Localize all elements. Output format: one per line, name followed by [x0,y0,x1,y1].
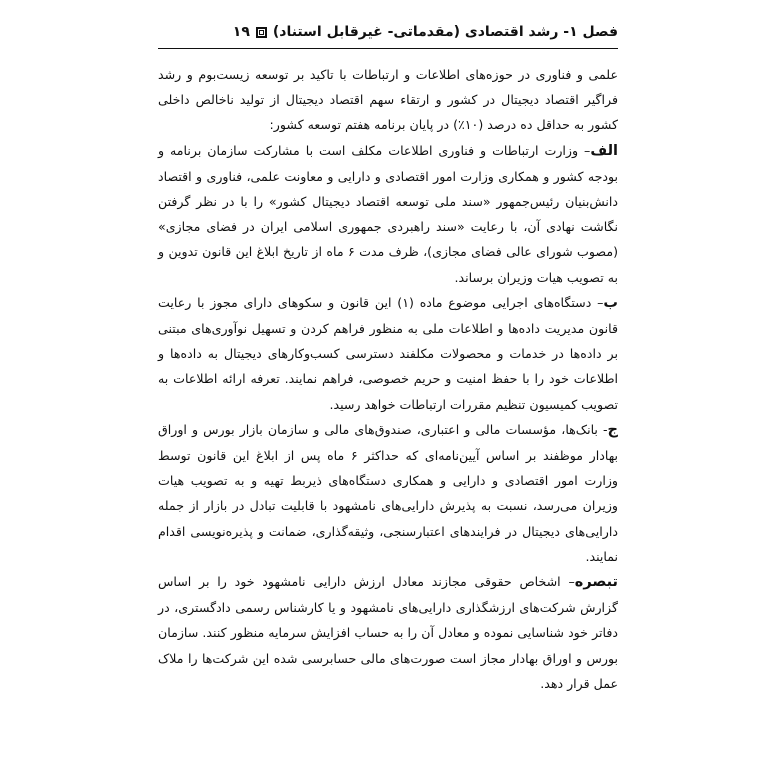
paragraph-text: – وزارت ارتباطات و فناوری اطلاعات مکلف است با مشارکت سازمان برنامه و بودجه کشور و همکاری وزارت امور اقتصادی و دارایی و معاونت علمی، فناوری و اقتصاد دانش‌بنیان رئیس‌جمهور «سند ملی توسعه اقتصاد دیجیتال کشور» را با در نظر گرفتن نگاشت نهادی آن، با رعایت «سند راهبردی جمهوری اسلامی ایران در فضای مجازی» (مصوب شورای عالی فضای مجازی)، ظرف مدت ۶ ماه از تاریخ ابلاغ این قانون تدوین و به تصویب هیات وزیران برساند. [158,142,618,285]
paragraph-text: – اشخاص حقوقی مجازند معادل ارزش دارایی نامشهود خود را بر اساس گزارش شرکت‌های ارزشگذاری دارایی‌های نامشهود و یا کارشناس رسمی دادگستری، در دفاتر خود شناسایی نموده و معادل آن را به حساب افزایش سرمایه منظور کنند. سازمان بورس و اوراق بهادار مجاز است صورت‌های مالی حسابرسی شده این شرکت‌ها را ملاک عمل قرار دهد. [158,574,618,691]
header-divider [158,48,618,49]
page-number: ۱۹ [232,24,250,40]
running-header [158,20,618,44]
body-text [158,62,618,696]
paragraph-text: – دستگاه‌های اجرایی موضوع ماده (۱) این قانون و سکوهای دارای مجوز با رعایت قانون مدیریت داده‌ها و اطلاعات ملی به منظور فراهم کردن و تسهیل نوآوری‌های مبتنی بر داده‌ها در خدمات و محصولات مکلفند دسترسی کسب‌وکارهای دیجیتال به داده‌ها و اطلاعات خود را با حفظ امنیت و حریم خصوصی، فراهم نمایند. تعرفه ارائه اطلاعات به تصویب کمیسیون تنظیم مقررات ارتباطات خواهد رسید. [158,294,618,412]
paragraph-label: تبصره [574,574,618,591]
chapter-title: فصل ۱- رشد اقتصادی (مقدماتی- غیرقابل استناد) [272,24,618,40]
paragraph-text: - بانک‌ها، مؤسسات مالی و اعتباری، صندوق‌های مالی و سازمان بازار بورس و اوراق بهادار موظفند بر اساس آیین‌نامه‌ای که حداکثر ۶ ماه پس از ابلاغ این قانون توسط وزارت امور اقتصادی و دارایی و همکاری دستگاه‌های ذیربط تهیه و به تصویب هیات وزیران می‌رسد، نسبت به پذیرش دارایی‌های نامشهود با قابلیت تبادل در بازار از جمله دارایی‌های دیجیتال در فرایندهای اعتبارسنجی، وثیقه‌گذاری، ضمانت و پذیره‌نویسی اقدام نمایند. [158,421,619,564]
paragraph-text: علمی و فناوری در حوزه‌های اطلاعات و ارتباطات با تاکید بر توسعه زیست‌بوم و رشد فراگیر اقتصاد دیجیتال در کشور و ارتقاء سهم اقتصاد دیجیتال از تولید ناخالص داخلی کشور به حداقل ده درصد (۱۰٪) در پایان برنامه هفتم توسعه کشور: [158,67,618,133]
paragraph-tabsare [158,569,618,696]
paragraph-label: الف [590,142,618,159]
paragraph-intro [158,62,618,138]
paragraph-label: ج [607,421,618,438]
square-ornament-icon [256,27,267,38]
paragraph-jim [158,417,618,569]
paragraph-alef [158,138,618,290]
paragraph-be [158,290,618,417]
paragraph-label: ب [603,294,618,311]
